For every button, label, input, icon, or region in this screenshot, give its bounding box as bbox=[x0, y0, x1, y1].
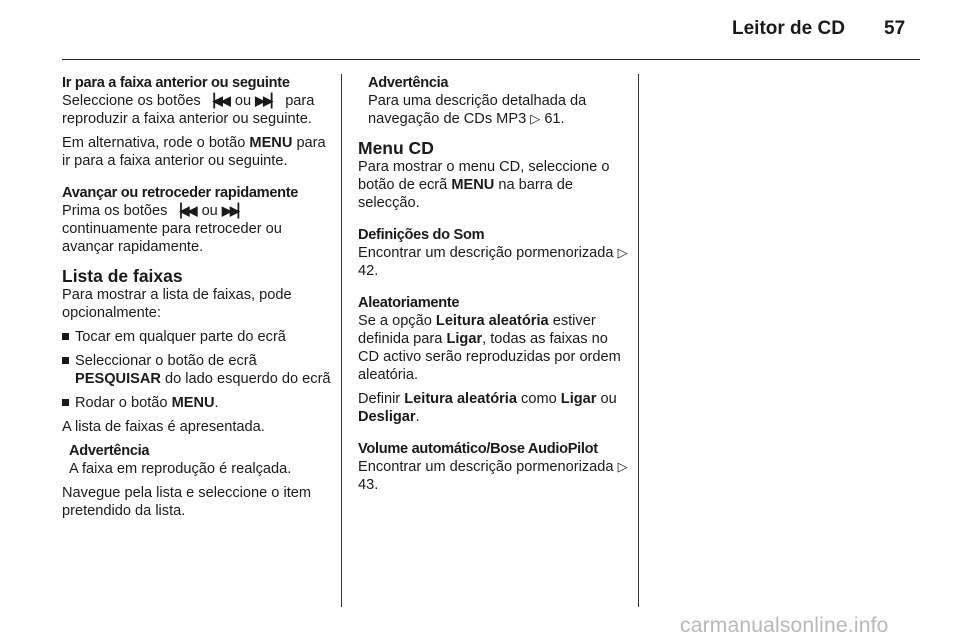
text-span: ou bbox=[230, 93, 256, 109]
text-span: Se a opção bbox=[358, 313, 436, 329]
paragraph-sound bbox=[358, 244, 630, 280]
note-box bbox=[358, 74, 630, 128]
key-label: Ligar bbox=[446, 331, 483, 347]
text-span: Em alternativa, rode o botão bbox=[62, 135, 250, 151]
text-span: . bbox=[415, 409, 420, 425]
text-span: do lado esquerdo do ecrã bbox=[160, 371, 331, 387]
header-divider bbox=[62, 59, 920, 60]
paragraph-fast-buttons bbox=[62, 202, 332, 256]
key-label: Ligar bbox=[560, 391, 597, 407]
section-heading-sound: Definições do Som bbox=[358, 227, 485, 243]
paragraph-list-shown: A lista de faixas é apresentada. bbox=[62, 419, 265, 435]
page-ref-arrow-icon: ▷ bbox=[617, 459, 628, 474]
bullet-square bbox=[62, 357, 69, 364]
page-ref-arrow-icon: ▷ bbox=[530, 111, 541, 126]
bullet-square bbox=[62, 399, 69, 406]
text-span: para ir para a faixa anterior ou seguinte. bbox=[62, 135, 326, 169]
note-heading: Advertência bbox=[69, 443, 150, 459]
text-span: Tocar em qualquer parte do ecrã bbox=[75, 329, 286, 345]
text-span: . bbox=[214, 395, 219, 411]
key-label: Leitura aleatória bbox=[404, 391, 517, 407]
section-heading-volume: Volume automático/Bose AudioPilot bbox=[358, 441, 598, 457]
skip-previous-icon: ▕◀◀ bbox=[171, 203, 196, 218]
list-item bbox=[62, 394, 332, 412]
text-span: Encontrar um descrição pormenorizada bbox=[358, 245, 618, 261]
text-span: Definir bbox=[358, 391, 405, 407]
text-span: Encontrar um descrição pormenorizada bbox=[358, 459, 618, 475]
page-number: 57 bbox=[884, 18, 906, 39]
list-item bbox=[62, 352, 332, 388]
paragraph-random bbox=[358, 312, 630, 384]
section-heading-fast: Avançar ou retroceder rapidamente bbox=[62, 185, 299, 201]
watermark-text: carmanualsonline.info bbox=[680, 614, 889, 637]
text-span: continuamente para retroceder ou avançar rapidamente. bbox=[62, 221, 282, 255]
paragraph-define-random bbox=[358, 390, 630, 426]
paragraph-skip-buttons bbox=[62, 92, 332, 128]
paragraph-volume bbox=[358, 458, 630, 494]
page-ref[interactable]: 43. bbox=[358, 477, 379, 493]
bullet-list bbox=[62, 328, 332, 412]
key-label: MENU bbox=[171, 395, 215, 411]
key-label: MENU bbox=[249, 135, 293, 151]
skip-previous-icon: ▕◀◀ bbox=[204, 93, 229, 108]
text-span: Para mostrar o menu CD, seleccione o botão de ecrã bbox=[358, 159, 610, 193]
note-heading: Advertência bbox=[368, 75, 449, 91]
text-span: Seleccione os botões bbox=[62, 93, 205, 109]
text-span: Rodar o botão bbox=[75, 395, 172, 411]
key-label: Leitura aleatória bbox=[435, 313, 549, 329]
paragraph-navigate: Navegue pela lista e seleccione o item pretendido da lista. bbox=[62, 485, 312, 519]
text-span: ou bbox=[596, 391, 617, 407]
skip-next-icon: ▶▶▏ bbox=[255, 93, 280, 108]
note-text bbox=[368, 92, 630, 128]
key-label: PESQUISAR bbox=[75, 371, 161, 387]
left-column bbox=[62, 74, 332, 520]
heading-track-list: Lista de faixas bbox=[62, 266, 183, 286]
page-ref[interactable]: 42. bbox=[358, 263, 379, 279]
list-item bbox=[62, 328, 332, 346]
text-span: como bbox=[516, 391, 561, 407]
text-span: para reproduzir a faixa anterior ou seguinte. bbox=[62, 93, 315, 127]
note-box bbox=[62, 442, 332, 478]
column-divider-1 bbox=[341, 74, 342, 607]
bullet-square bbox=[62, 333, 69, 340]
middle-column bbox=[358, 74, 630, 494]
section-heading-skip: Ir para a faixa anterior ou seguinte bbox=[62, 75, 290, 91]
text-span: na barra de selecção. bbox=[358, 177, 573, 211]
heading-menu-cd: Menu CD bbox=[358, 138, 434, 158]
chapter-title: Leitor de CD bbox=[732, 18, 845, 39]
column-divider-2 bbox=[638, 74, 639, 607]
text-span: estiver definida para bbox=[358, 313, 596, 347]
text-span: ou bbox=[197, 203, 222, 219]
text-span: Seleccionar o botão de ecrã bbox=[75, 353, 257, 369]
page-ref[interactable]: 61. bbox=[544, 111, 565, 127]
paragraph-menu-cd bbox=[358, 158, 630, 212]
note-text: A faixa em reprodução é realçada. bbox=[69, 461, 292, 477]
page-ref-arrow-icon: ▷ bbox=[617, 245, 628, 260]
section-heading-random: Aleatoriamente bbox=[358, 295, 460, 311]
text-span: Prima os botões bbox=[62, 203, 172, 219]
text-span: , todas as faixas no CD activo serão reproduzidas por ordem aleatória. bbox=[358, 331, 621, 383]
key-label: Desligar bbox=[358, 409, 416, 425]
paragraph-list-intro: Para mostrar a lista de faixas, pode opcionalmente: bbox=[62, 287, 292, 321]
skip-next-icon: ▶▶▏ bbox=[221, 203, 246, 218]
key-label: MENU bbox=[451, 177, 495, 193]
paragraph-menu-knob bbox=[62, 134, 332, 170]
text-span: Para uma descrição detalhada da navegação de CDs MP3 bbox=[368, 93, 587, 127]
